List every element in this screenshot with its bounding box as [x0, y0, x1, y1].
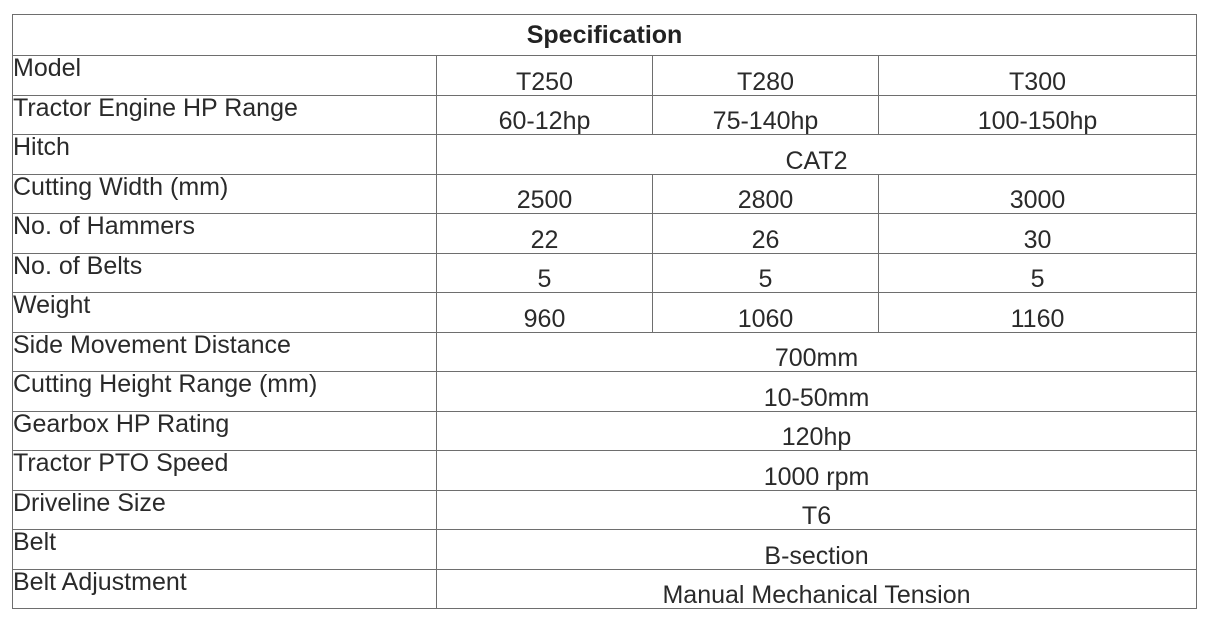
table-row	[13, 214, 1197, 254]
specification-table	[12, 14, 1197, 609]
cell-t300: 100-150hp	[879, 95, 1197, 135]
table-row	[13, 293, 1197, 333]
cell-all-models: 700mm	[437, 332, 1197, 372]
table-row	[13, 372, 1197, 412]
table-row	[13, 135, 1197, 175]
row-label: Tractor Engine HP Range	[13, 95, 437, 135]
cell-t280: T280	[653, 56, 879, 96]
cell-all-models: CAT2	[437, 135, 1197, 175]
cell-all-models: 10-50mm	[437, 372, 1197, 412]
row-label: Cutting Width (mm)	[13, 174, 437, 214]
table-row	[13, 56, 1197, 96]
table-row	[13, 490, 1197, 530]
row-label: Driveline Size	[13, 490, 437, 530]
table-row	[13, 95, 1197, 135]
row-label: No. of Belts	[13, 253, 437, 293]
cell-t250: 960	[437, 293, 653, 333]
cell-t300: 1160	[879, 293, 1197, 333]
table-title: Specification	[13, 15, 1197, 56]
cell-all-models: Manual Mechanical Tension	[437, 569, 1197, 609]
cell-t250: 60-12hp	[437, 95, 653, 135]
cell-t300: 5	[879, 253, 1197, 293]
row-label: Cutting Height Range (mm)	[13, 372, 437, 412]
row-label: Model	[13, 56, 437, 96]
table-row	[13, 174, 1197, 214]
cell-t250: 2500	[437, 174, 653, 214]
specification-table-container	[12, 14, 1196, 609]
cell-all-models: T6	[437, 490, 1197, 530]
row-label: Belt	[13, 530, 437, 570]
row-label: Side Movement Distance	[13, 332, 437, 372]
table-row	[13, 451, 1197, 491]
cell-t280: 5	[653, 253, 879, 293]
cell-all-models: 1000 rpm	[437, 451, 1197, 491]
cell-t300: 3000	[879, 174, 1197, 214]
table-row	[13, 569, 1197, 609]
row-label: No. of Hammers	[13, 214, 437, 254]
row-label: Gearbox HP Rating	[13, 411, 437, 451]
cell-t280: 26	[653, 214, 879, 254]
table-row	[13, 530, 1197, 570]
cell-all-models: B-section	[437, 530, 1197, 570]
cell-t250: T250	[437, 56, 653, 96]
table-row	[13, 332, 1197, 372]
specification-rows	[13, 56, 1197, 609]
table-title-row	[13, 15, 1197, 56]
cell-t250: 5	[437, 253, 653, 293]
cell-all-models: 120hp	[437, 411, 1197, 451]
row-label: Hitch	[13, 135, 437, 175]
table-row	[13, 411, 1197, 451]
cell-t280: 1060	[653, 293, 879, 333]
cell-t280: 75-140hp	[653, 95, 879, 135]
cell-t300: 30	[879, 214, 1197, 254]
table-row	[13, 253, 1197, 293]
cell-t300: T300	[879, 56, 1197, 96]
row-label: Belt Adjustment	[13, 569, 437, 609]
row-label: Tractor PTO Speed	[13, 451, 437, 491]
cell-t280: 2800	[653, 174, 879, 214]
cell-t250: 22	[437, 214, 653, 254]
row-label: Weight	[13, 293, 437, 333]
